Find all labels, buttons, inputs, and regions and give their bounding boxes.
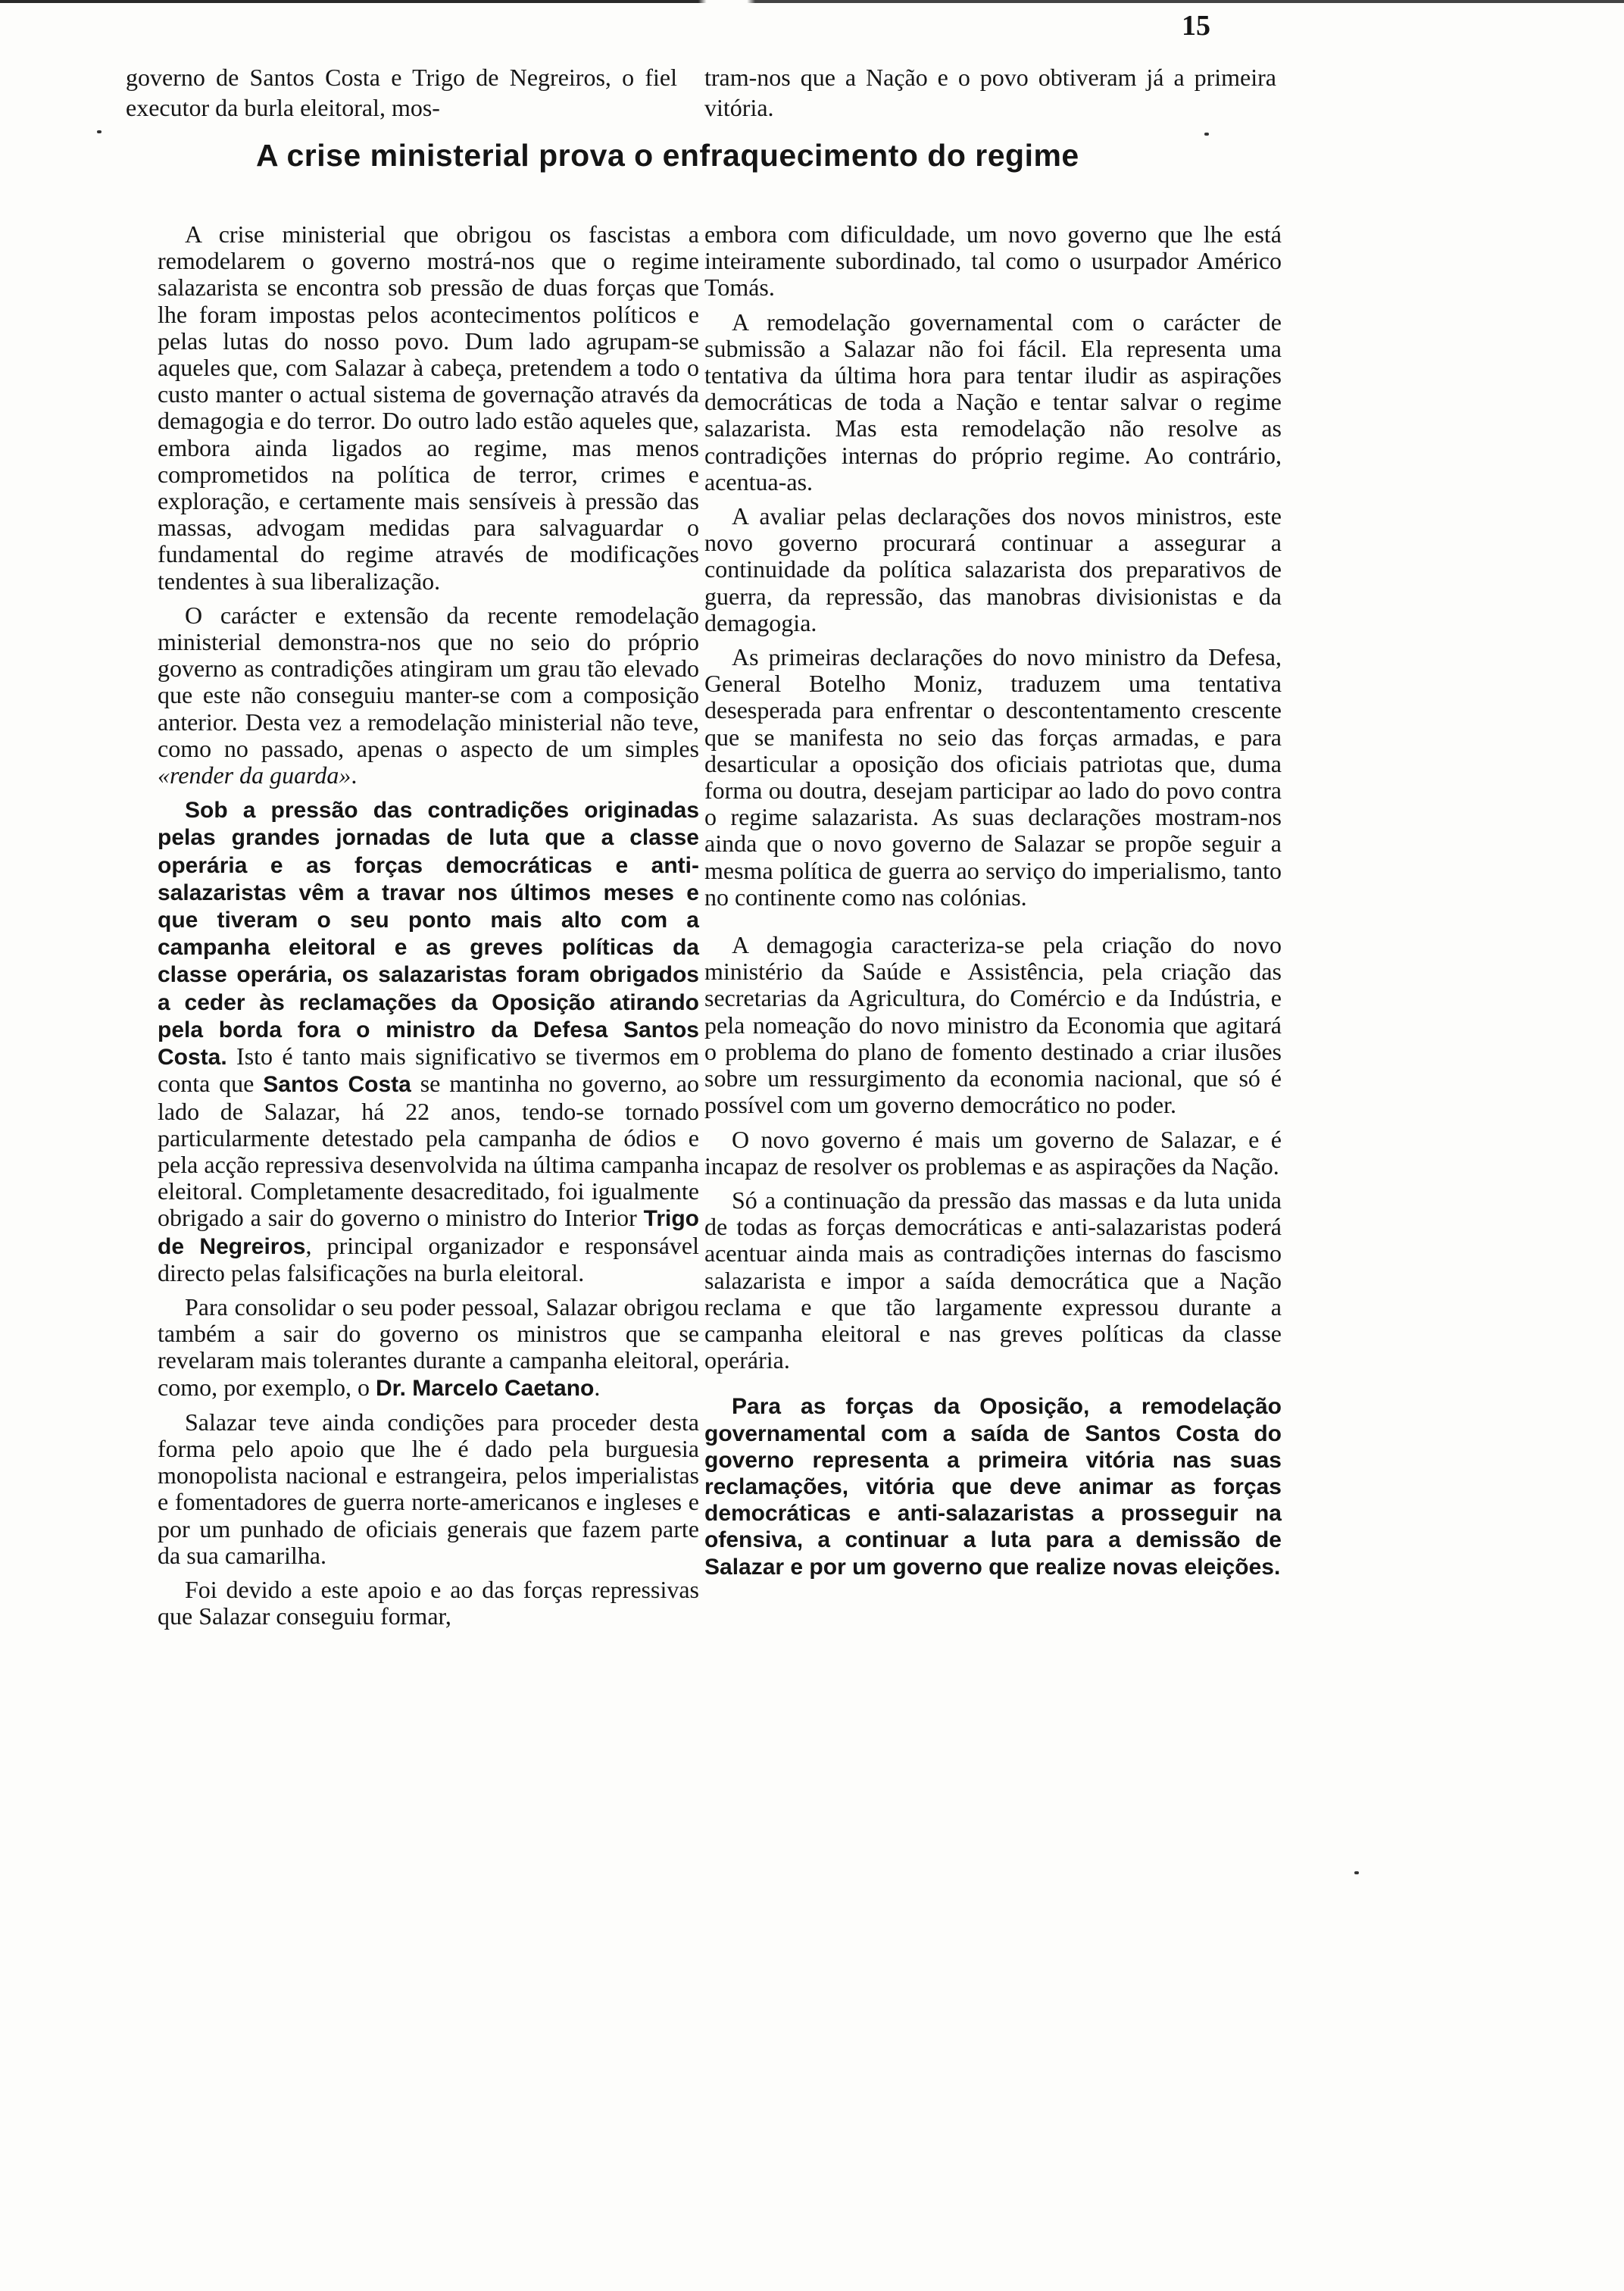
right-paragraph-7: Só a continuação da pressão das massas e da luta unida de todas as forças democráticas e anti-salazaristas poderá acentuar ainda mais as contradições internas do fascismo salazarista e impor a saída democrática que a Nação reclama e que tão largamente expressou durante a campanha eleitoral e nas greves políticas da classe operária. [704, 1186, 1282, 1374]
right-paragraph-3: A avaliar pelas declarações dos novos ministros, este novo governo procurará continuar a assegurar a continuidade da política salazarista dos preparativos de guerra, da repressão, das manobras divisionistas e da demagogia. [704, 502, 1282, 636]
right-paragraph-8-bold: Para as forças da Oposição, a remodelação governamental com a saída de Santos Costa do governo representa a primeira vitória nas suas reclamações, vitória que deve animar as forças democráticas e anti-salazaristas a prosseguir na ofensiva, a continuar a luta para a demissão de Salazar e por um governo que realize novas eleições. [704, 1394, 1282, 1580]
right-column [704, 221, 1282, 1588]
left-paragraph-3 [158, 796, 699, 1286]
left-paragraph-3-bold: Sob a pressão das contradições originadas pelas grandes jornadas de luta que a classe operária e as forças democráticas e anti-salazaristas vêm a travar nos últimos meses e que tiveram o seu ponto mais alto com a campanha eleitoral e as greves políticas da classe operária, os salazaristas foram obrigados a ceder às reclamações da Oposição atirando pela borda fora o ministro da Defesa Santos Costa. [158, 798, 699, 1070]
name-trigo-de-negreiros: Trigo de Negreiros [158, 1206, 699, 1259]
left-paragraph-2-text: O carácter e extensão da recente remodelação ministerial demonstra-nos que no seio do próprio governo as contradições atingiram um grau tão elevado que este não conseguiu manter-se com a composição anterior. Desta vez a remodelação ministerial não teve, como no passado, apenas o aspecto de um simples [158, 601, 699, 762]
left-paragraph-3-text-a: Isto é tanto mais significativo se tivermos em conta que [158, 1042, 699, 1098]
right-paragraph-1: embora com dificuldade, um novo governo que lhe está inteiramente subordinado, tal como o usurpador Américo Tomás. [704, 220, 1282, 302]
right-paragraph-5: A demagogia caracteriza-se pela criação do novo ministério da Saúde e Assistência, pela criação das secretarias da Agricultura, do Comércio e da Indústria, e pela nomeação do novo ministro da Economia que agitará o problema do plano de fomento destinado a criar ilusões sobre um ressurgimento da economia nacional, que só é possível com um governo democrático no poder. [704, 931, 1282, 1119]
scan-speck [1354, 1871, 1359, 1874]
left-paragraph-2 [158, 602, 699, 789]
name-marcelo-caetano: Dr. Marcelo Caetano [375, 1375, 595, 1401]
left-paragraph-4 [158, 1294, 699, 1402]
left-column [158, 221, 699, 1637]
left-paragraph-4-text: Para consolidar o seu poder pessoal, Salazar obrigou também a sair do governo os ministros que se revelaram mais tolerantes durante a campanha eleitoral, como, por exemplo, o [158, 1292, 699, 1401]
right-paragraph-4: As primeiras declarações do novo ministro da Defesa, General Botelho Moniz, traduzem uma tentativa desesperada para enfrentar o descontentamento crescente que se manifesta no seio das forças armadas, e para desarticular a oposição dos oficiais patriotas que, duma forma ou doutra, desejam participar ao lado do povo contra o regime salazarista. As suas declarações mostram-nos ainda que o novo governo de Salazar se propõe seguir a mesma política de guerra ao serviço do imperialismo, tanto no continente como nas colónias. [704, 643, 1282, 911]
page-number: 15 [1182, 10, 1210, 42]
left-paragraph-5: Salazar teve ainda condições para proceder desta forma pelo apoio que lhe é dado pela burguesia monopolista nacional e estrangeira, pelos imperialistas e fomentadores de guerra norte-americanos e ingleses e por um punhado de oficiais generais que fazem parte da sua camarilha. [158, 1408, 699, 1569]
left-paragraph-6: Foi devido a este apoio e ao das forças repressivas que Salazar conseguiu formar, [158, 1575, 699, 1630]
left-paragraph-1: A crise ministerial que obrigou os fascistas a remodelarem o governo mostrá-nos que o regime salazarista se encontra sob pressão de duas forças que lhe foram impostas pelos acontecimentos políticos e pelas lutas do nosso povo. Dum lado agrupam-se aqueles que, com Salazar à cabeça, pretendem a todo o custo manter o actual sistema de governação através da demagogia e do terror. Do outro lado estão aqueles que, embora ainda ligados ao regime, mas menos comprometidos na política de terror, crimes e exploração, e certamente mais sensíveis à pressão das massas, advogam medidas para salvaguardar o fundamental do regime através de modificações tendentes à sua liberalização. [158, 220, 699, 595]
left-paragraph-3-text-b: se mantinha no governo, ao lado de Salazar, há 22 anos, tendo-se tornado particularmente detestado pela campanha de ódios e pela acção repressiva desenvolvida na última campanha eleitoral. Completamente desacreditado, foi igualmente obrigado a sair do governo o ministro do Interior [158, 1070, 699, 1232]
top-edge-rule [0, 0, 1624, 3]
scan-speck [1204, 133, 1209, 136]
article-headline: A crise ministerial prova o enfraquecimento do regime [256, 138, 1079, 173]
carryover-left: governo de Santos Costa e Trigo de Negreiros, o fiel executor da burla eleitoral, mos- [126, 64, 677, 121]
name-santos-costa: Santos Costa [263, 1072, 411, 1098]
left-paragraph-3-text-c: , principal organizador e responsável directo pelas falsificações na burla eleitoral. [158, 1231, 700, 1286]
left-paragraph-2-end: . [351, 761, 358, 789]
left-paragraph-4-end: . [594, 1373, 601, 1401]
scan-speck [97, 130, 102, 133]
right-paragraph-6: O novo governo é mais um governo de Salazar, e é incapaz de resolver os problemas e as aspirações da Nação. [704, 1125, 1282, 1180]
render-da-guarda-quote: «render da guarda» [158, 761, 351, 789]
right-paragraph-2: A remodelação governamental com o carácter de submissão a Salazar não foi fácil. Ela representa uma tentativa da última hora para tentar iludir as aspirações democráticas de toda a Nação e tentar salvar o regime salazarista. Mas esta remodelação não resolve as contradições internas do próprio regime. Ao contrário, acentua-as. [704, 308, 1282, 495]
carryover-right: tram-nos que a Nação e o povo obtiveram já a primeira vitória. [704, 64, 1276, 121]
